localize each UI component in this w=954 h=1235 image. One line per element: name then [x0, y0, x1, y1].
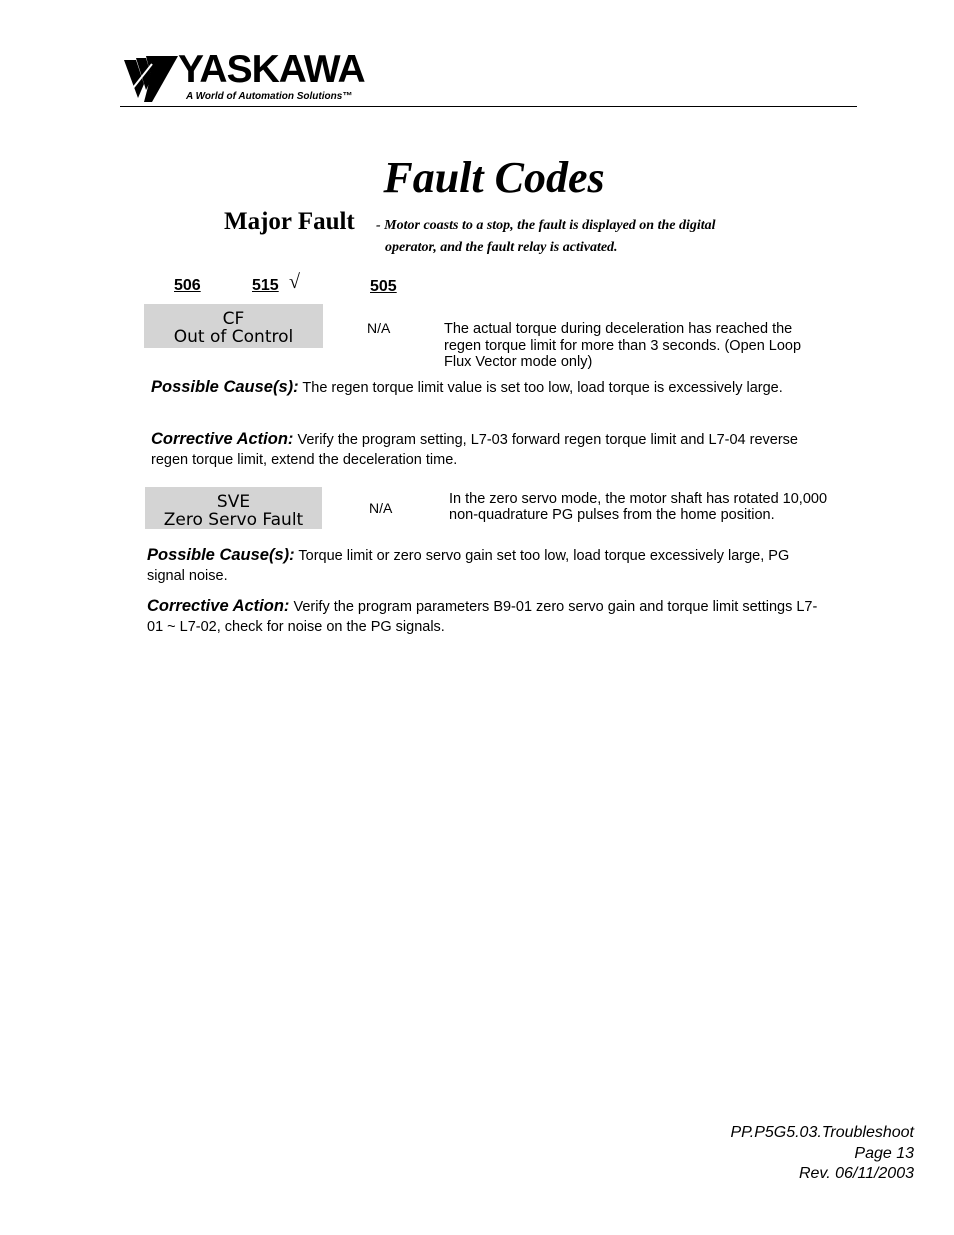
possible-causes [151, 377, 831, 398]
footer-document-id: PP.P5G5.03.Troubleshoot [730, 1124, 914, 1141]
section-description-line1: - Motor coasts to a stop, the fault is displayed on the digital [376, 218, 716, 233]
footer-revision: Rev. 06/11/2003 [798, 1165, 914, 1182]
column-header-515: 515 [252, 277, 279, 294]
page-title: Fault Codes [383, 153, 605, 202]
fault-display-box [145, 487, 322, 529]
fault-na-value: N/A [367, 320, 391, 336]
fault-code: SVE [216, 492, 251, 512]
column-header-506: 506 [174, 277, 201, 294]
corrective-action-label: Corrective Action: [151, 430, 294, 448]
brand-tagline: A World of Automation Solutions™ [186, 91, 353, 102]
fault-description: The actual torque during deceleration has reached the regen torque limit for more than 3 seconds. (Open Loop Flux Vector mode only) [444, 321, 802, 370]
possible-causes-text: Torque limit or zero servo gain set too low, load torque excessively large, PG signal noise. [147, 548, 790, 584]
fault-description: In the zero servo mode, the motor shaft has rotated 10,000 non-quadrature PG pulses from the home position. [449, 491, 828, 523]
section-description-line2: operator, and the fault relay is activated. [385, 240, 618, 255]
possible-causes [147, 545, 827, 586]
yaskawa-logo-icon [122, 54, 180, 104]
footer-page-number: Page 13 [854, 1145, 914, 1162]
column-header-505: 505 [370, 278, 397, 295]
corrective-action [147, 596, 827, 637]
possible-causes-text: The regen torque limit value is set too low, load torque is excessively large. [298, 380, 783, 396]
possible-causes-label: Possible Cause(s): [151, 378, 299, 396]
header-divider [120, 106, 857, 107]
fault-name: Out of Control [173, 327, 294, 347]
check-mark-icon: √ [289, 271, 300, 293]
fault-name: Zero Servo Fault [163, 510, 304, 530]
corrective-action-text: Verify the program parameters B9-01 zero servo gain and torque limit settings L7-01 ~ L7-02, check for noise on the PG signals. [147, 599, 818, 635]
corrective-action-text: Verify the program setting, L7-03 forward regen torque limit and L7-04 reverse regen torque limit, extend the deceleration time. [151, 432, 798, 468]
fault-display-box [144, 304, 323, 348]
fault-code: CF [222, 309, 245, 329]
corrective-action-label: Corrective Action: [147, 597, 290, 615]
fault-na-value: N/A [369, 500, 393, 516]
possible-causes-label: Possible Cause(s): [147, 546, 295, 564]
corrective-action [151, 429, 831, 470]
brand-name: YASKAWA [178, 48, 365, 91]
section-heading: Major Fault [224, 208, 355, 235]
